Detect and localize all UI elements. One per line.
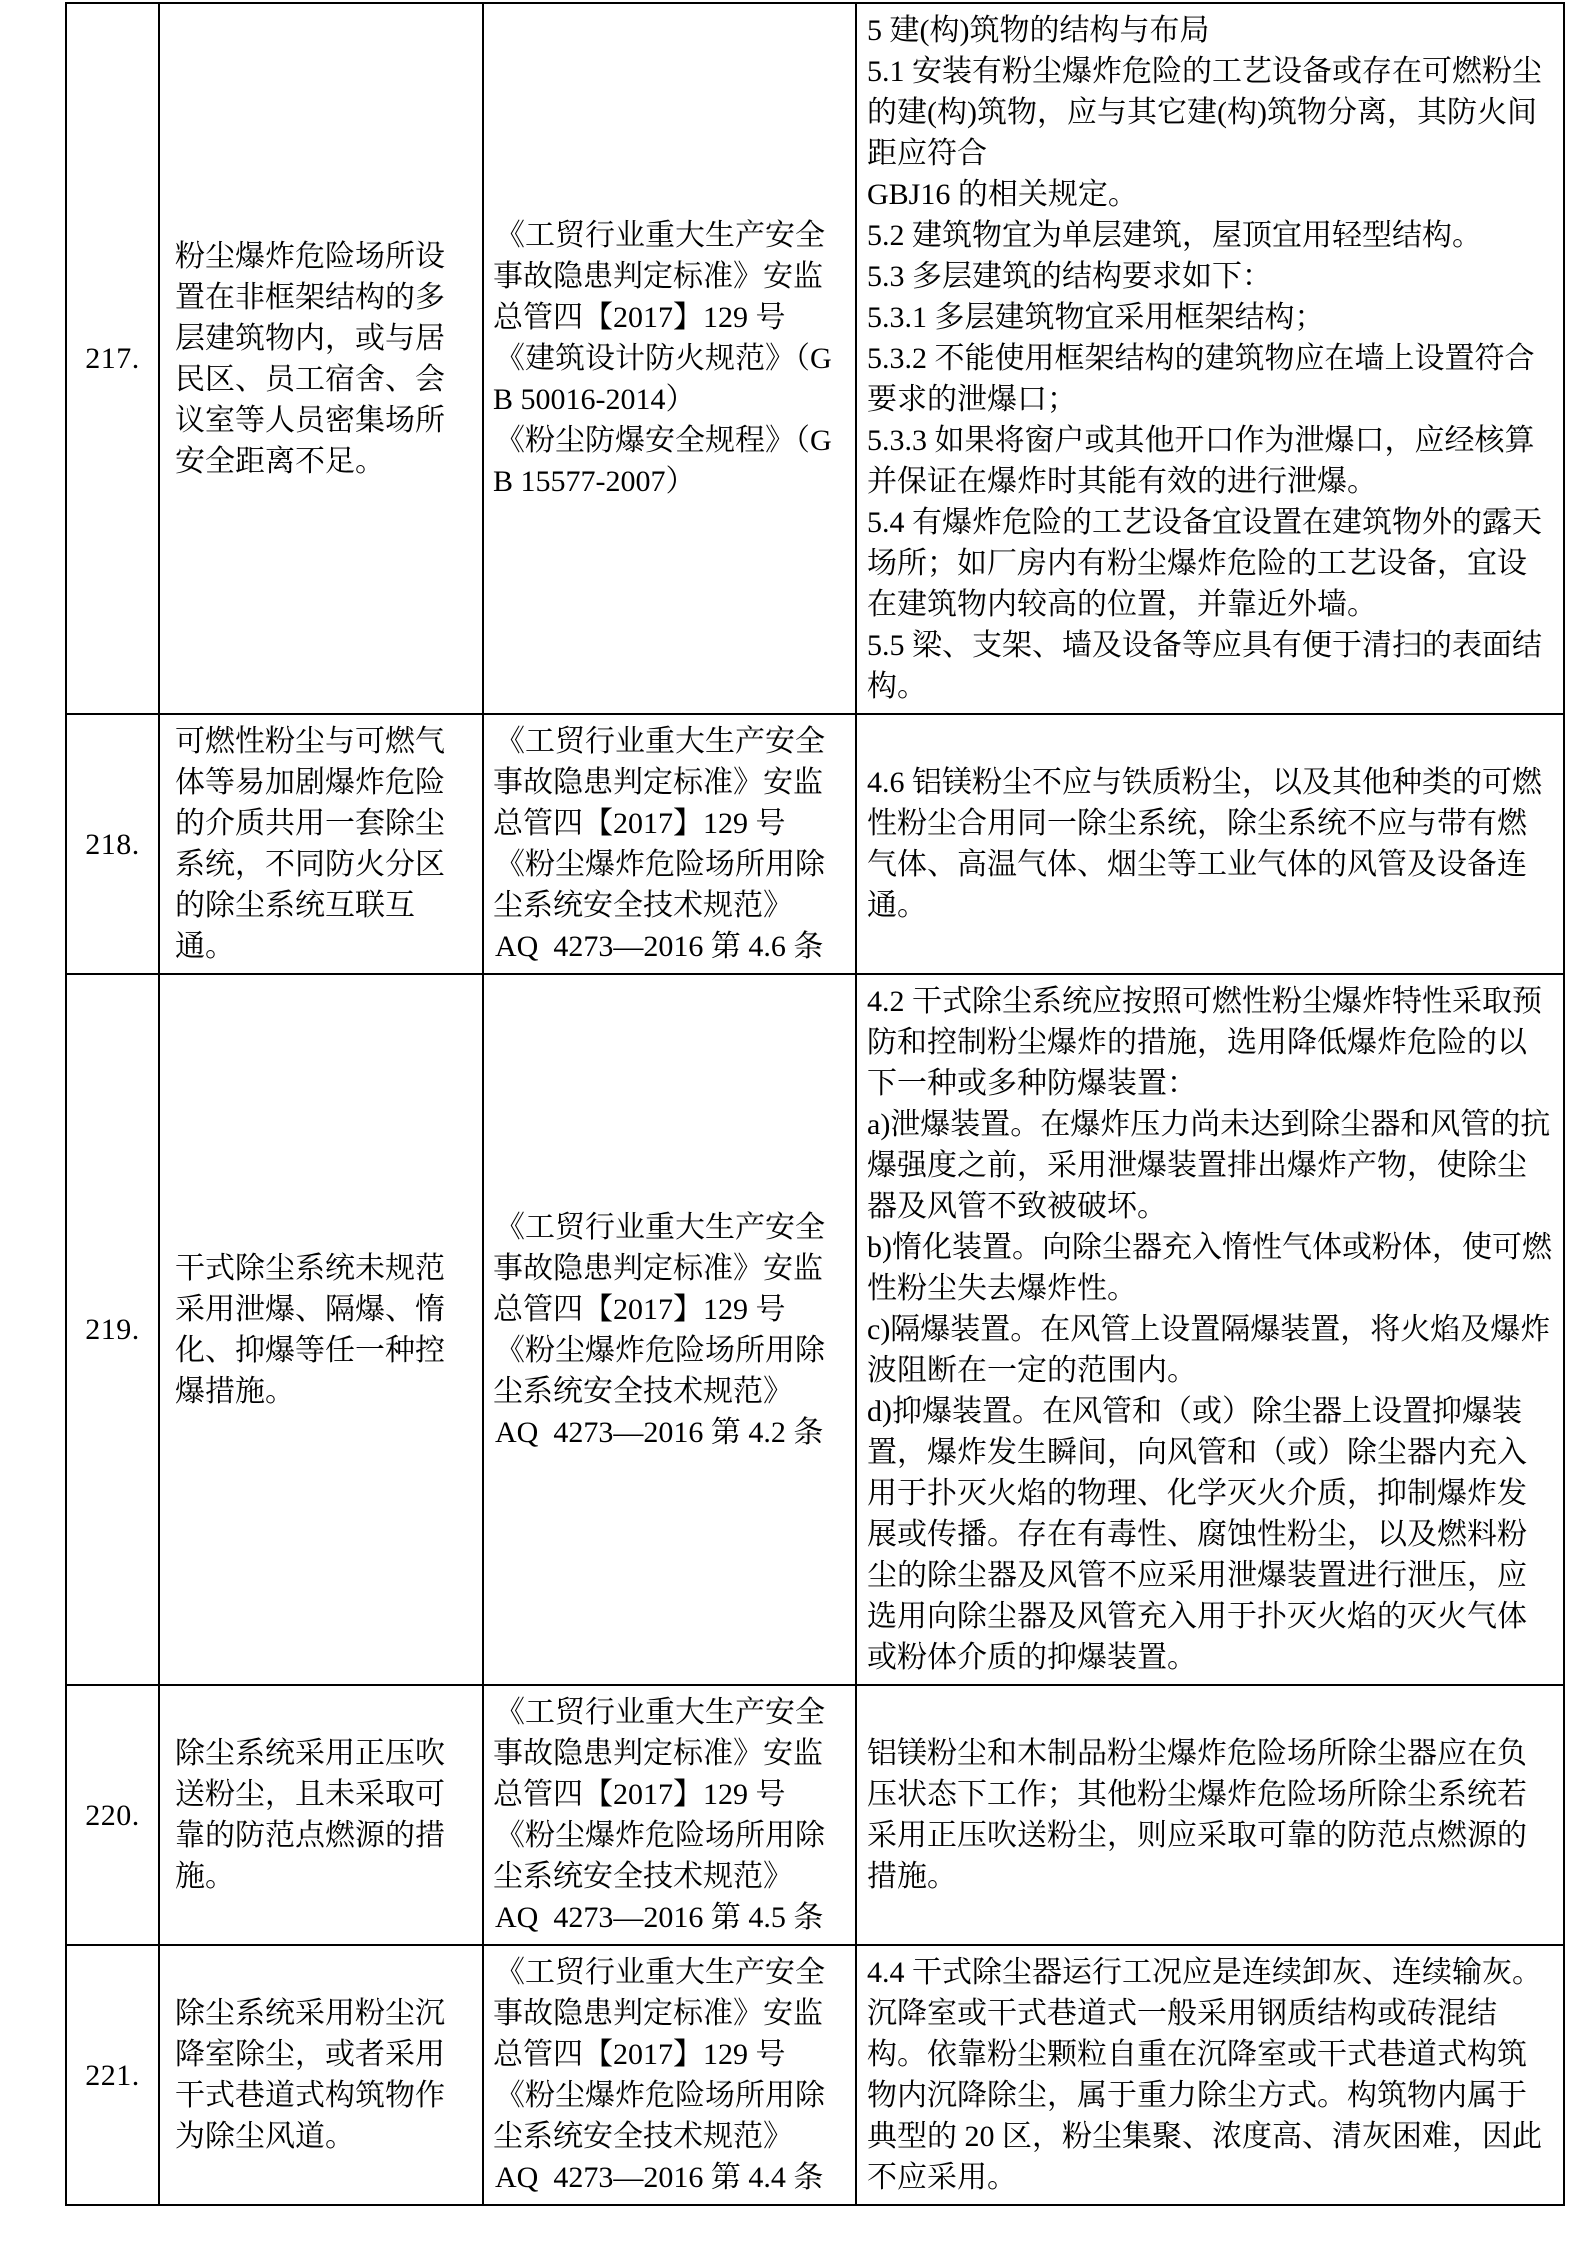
text-line: 5.3.3 如果将窗户或其他开口作为泄爆口，应经核算并保证在爆炸时其能有效的进行泄爆。	[867, 424, 1535, 498]
text-line: AQ 4273—2016 第 4.6 条	[495, 930, 824, 963]
text-line: 5 建(构)筑物的结构与布局	[867, 14, 1210, 47]
hazard-standard-table	[65, 2, 1565, 2206]
table-row	[66, 1945, 1564, 2205]
text-line: 5.1 安装有粉尘爆炸危险的工艺设备或存在可燃粉尘的建(构)筑物，应与其它建(构)筑物分离，其防火间距应符合	[867, 55, 1542, 170]
table-row	[66, 3, 1564, 714]
text-line: GBJ16 的相关规定。	[867, 178, 1138, 211]
text-line: 《工贸行业重大生产安全事故隐患判定标准》安监总管四【2017】129 号	[493, 1210, 825, 1326]
text-line: 5.3.1 多层建筑物宜采用框架结构；	[867, 301, 1325, 334]
reference-standards	[483, 3, 856, 714]
reference-standards	[483, 974, 856, 1685]
reference-standards	[483, 714, 856, 974]
hazard-description: 可燃性粉尘与可燃气体等易加剧爆炸危险的介质共用一套除尘系统，不同防火分区的除尘系统互联互通。	[159, 714, 483, 974]
determination-criteria	[856, 3, 1564, 714]
text-line: b)惰化装置。向除尘器充入惰性气体或粉体，使可燃性粉尘失去爆炸性。	[867, 1231, 1552, 1305]
text-line: 4.4 干式除尘器运行工况应是连续卸灰、连续输灰。沉降室或干式巷道式一般采用钢质结构或砖混结构。依靠粉尘颗粒自重在沉降室或干式巷道式构筑物内沉降除尘，属于重力除尘方式。构筑物内属于典型的 20 区，粉尘集聚、浓度高、清灰困难，因此不应采用。	[867, 1956, 1542, 2194]
text-line: 《工贸行业重大生产安全事故隐患判定标准》安监总管四【2017】129 号	[493, 1696, 825, 1811]
text-line: a)泄爆装置。在爆炸压力尚未达到除尘器和风管的抗爆强度之前，采用泄爆装置排出爆炸产物，使除尘器及风管不致被破坏。	[867, 1108, 1551, 1223]
hazard-description: 除尘系统采用粉尘沉降室除尘，或者采用干式巷道式构筑物作为除尘风道。	[159, 1945, 483, 2205]
row-number: 218.	[66, 714, 159, 974]
text-line: 《粉尘爆炸危险场所用除尘系统安全技术规范》	[493, 2079, 825, 2153]
table-row	[66, 714, 1564, 974]
hazard-description: 干式除尘系统未规范采用泄爆、隔爆、惰化、抑爆等任一种控爆措施。	[159, 974, 483, 1685]
text-line: 《粉尘爆炸危险场所用除尘系统安全技术规范》	[493, 848, 825, 922]
hazard-description: 粉尘爆炸危险场所设置在非框架结构的多层建筑物内，或与居民区、员工宿舍、会议室等人员密集场所安全距离不足。	[159, 3, 483, 714]
text-line: 《粉尘防爆安全规程》（GB 15577-2007）	[493, 424, 832, 498]
text-line: 5.2 建筑物宜为单层建筑，屋顶宜用轻型结构。	[867, 219, 1482, 252]
text-line: d)抑爆装置。在风管和（或）除尘器上设置抑爆装置，爆炸发生瞬间，向风管和（或）除尘器内充入用于扑灭火焰的物理、化学灭火介质，抑制爆炸发展或传播。存在有毒性、腐蚀性粉尘，以及燃料粉尘的除尘器及风管不应采用泄爆装置进行泄压，应选用向除尘器及风管充入用于扑灭火焰的灭火气体或粉体介质的抑爆装置。	[867, 1395, 1527, 1674]
reference-standards	[483, 1685, 856, 1945]
text-line: 4.2 干式除尘系统应按照可燃性粉尘爆炸特性采取预防和控制粉尘爆炸的措施，选用降低爆炸危险的以下一种或多种防爆装置：	[867, 985, 1542, 1100]
text-line: AQ 4273—2016 第 4.4 条	[495, 2161, 824, 2194]
hazard-description: 除尘系统采用正压吹送粉尘，且未采取可靠的防范点燃源的措施。	[159, 1685, 483, 1945]
text-line: 《粉尘爆炸危险场所用除尘系统安全技术规范》	[493, 1819, 825, 1893]
text-line: 《建筑设计防火规范》（GB 50016-2014）	[493, 342, 832, 416]
row-number: 220.	[66, 1685, 159, 1945]
text-line: 5.3 多层建筑的结构要求如下：	[867, 260, 1272, 293]
text-line: 5.5 梁、支架、墙及设备等应具有便于清扫的表面结构。	[867, 629, 1542, 703]
determination-criteria	[856, 1685, 1564, 1945]
text-line: c)隔爆装置。在风管上设置隔爆装置，将火焰及爆炸波阻断在一定的范围内。	[867, 1313, 1551, 1387]
text-line: 《工贸行业重大生产安全事故隐患判定标准》安监总管四【2017】129 号	[493, 219, 825, 334]
text-line: 《粉尘爆炸危险场所用除尘系统安全技术规范》	[493, 1333, 825, 1408]
determination-criteria	[856, 714, 1564, 974]
table-row	[66, 974, 1564, 1685]
text-line: 铝镁粉尘和木制品粉尘爆炸危险场所除尘器应在负压状态下工作；其他粉尘爆炸危险场所除尘系统若采用正压吹送粉尘，则应采取可靠的防范点燃源的措施。	[867, 1737, 1527, 1893]
text-line: AQ 4273—2016 第 4.2 条	[495, 1415, 824, 1449]
row-number: 217.	[66, 3, 159, 714]
text-line: 《工贸行业重大生产安全事故隐患判定标准》安监总管四【2017】129 号	[493, 1956, 825, 2071]
row-number: 221.	[66, 1945, 159, 2205]
reference-standards	[483, 1945, 856, 2205]
text-line: 5.4 有爆炸危险的工艺设备宜设置在建筑物外的露天场所；如厂房内有粉尘爆炸危险的工艺设备，宜设在建筑物内较高的位置，并靠近外墙。	[867, 506, 1542, 621]
text-line: AQ 4273—2016 第 4.5 条	[495, 1901, 824, 1934]
text-line: 5.3.2 不能使用框架结构的建筑物应在墙上设置符合要求的泄爆口；	[867, 342, 1535, 416]
text-line: 《工贸行业重大生产安全事故隐患判定标准》安监总管四【2017】129 号	[493, 725, 825, 840]
row-number: 219.	[66, 974, 159, 1685]
determination-criteria	[856, 974, 1564, 1685]
determination-criteria	[856, 1945, 1564, 2205]
table-row	[66, 1685, 1564, 1945]
text-line: 4.6 铝镁粉尘不应与铁质粉尘，以及其他种类的可燃性粉尘合用同一除尘系统，除尘系统不应与带有燃气体、高温气体、烟尘等工业气体的风管及设备连通。	[867, 766, 1542, 922]
